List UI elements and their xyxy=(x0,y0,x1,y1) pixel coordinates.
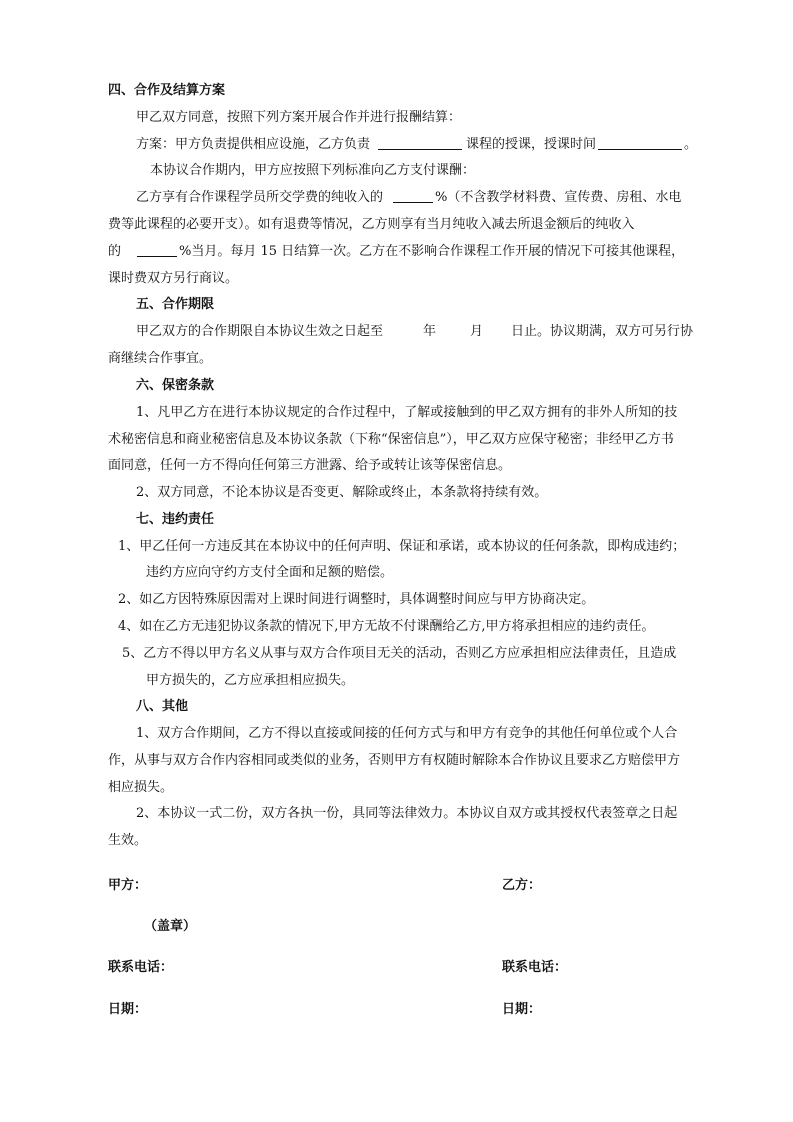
s6-para-2: 2、双方同意，不论本协议是否变更、解除或终止，本条款将持续有效。 xyxy=(136,485,548,500)
s4-para-1: 甲乙双方同意，按照下列方案开展合作并进行报酬结算： xyxy=(136,110,462,125)
party-a-phone-label: 联系电话： xyxy=(108,960,174,975)
s5-para-1-line-1 xyxy=(136,320,713,344)
section-7-title: 七、违约责任 xyxy=(136,512,215,527)
s5-month-label: 月 xyxy=(470,324,484,339)
s7-item-5-line-1: 5、乙方不得以甲方名义从事与双方合作项目无关的活动，否则乙方应承担相应法律责任，且造成 xyxy=(122,646,677,661)
s5-p1-text-a: 甲乙双方的合作期限自本协议生效之日起至 xyxy=(136,324,384,339)
s7-item-2: 2、如乙方因特殊原因需对上课时间进行调整时，具体调整时间应与甲方协商决定。 xyxy=(118,592,595,607)
s6-para-1-line-1: 1、凡甲乙方在进行本协议规定的合作过程中，了解或接触到的甲乙双方拥有的非外人所知的技 xyxy=(136,405,678,420)
s7-item-5-line-2: 甲方损失的，乙方应承担相应损失。 xyxy=(146,673,355,688)
s4-p4-text-e: %当月。每月 15 日结算一次。乙方在不影响合作课程工作开展的情况下可接其他课程， xyxy=(179,244,685,259)
course-name-blank[interactable] xyxy=(378,134,462,150)
s4-para-4-line-4: 课时费双方另行商议。 xyxy=(108,271,239,286)
s5-para-1-line-2: 商继续合作事宜。 xyxy=(108,351,213,366)
section-5-title: 五、合作期限 xyxy=(136,297,215,312)
party-a-date-label: 日期： xyxy=(108,1002,148,1017)
s7-item-1-line-2: 违约方应向守约方支付全面和足额的赔偿。 xyxy=(146,565,394,580)
s8-para-1-line-1: 1、双方合作期间，乙方不得以直接或间接的任何方式与和甲方有竞争的其他任何单位或个人合 xyxy=(136,726,678,741)
s4-para-4-line-3 xyxy=(108,240,713,264)
section-8-title: 八、其他 xyxy=(136,699,189,714)
s6-para-1-line-2: 术秘密信息和商业秘密信息及本协议条款（下称“保密信息”），甲乙双方应保守秘密；非经甲乙方书 xyxy=(108,432,674,447)
s4-p4-text-d: 的 xyxy=(108,244,122,259)
s7-item-4: 4、如在乙方无违犯协议条款的情况下,甲方无故不付课酬给乙方,甲方将承担相应的违约责任。 xyxy=(118,619,655,634)
section-6-title: 六、保密条款 xyxy=(136,378,215,393)
s7-item-1-line-1: 1、甲乙任何一方违反其在本协议中的任何声明、保证和承诺，或本协议的任何条款，即构成违约； xyxy=(118,539,686,554)
s6-para-1-line-3: 面同意，任何一方不得向任何第三方泄露、给予或转让该等保密信息。 xyxy=(108,458,512,473)
s4-p2-text-a: 方案：甲方负责提供相应设施，乙方负责 xyxy=(136,137,371,152)
party-b-phone-label: 联系电话： xyxy=(502,960,568,975)
refund-share-blank[interactable] xyxy=(137,241,177,257)
party-b-date-label: 日期： xyxy=(502,1002,542,1017)
s4-p2-text-c: 。 xyxy=(684,137,698,152)
revenue-share-blank[interactable] xyxy=(393,187,433,203)
s4-p4-text-a: 乙方享有合作课程学员所交学费的纯收入的 xyxy=(136,190,384,205)
seal-label: （盖章） xyxy=(144,919,197,934)
s8-para-2-line-1: 2、本协议一式二份，双方各执一份，具同等法律效力。本协议自双方或其授权代表签章之日起 xyxy=(136,806,678,821)
s8-para-1-line-3: 相应损失。 xyxy=(108,780,174,795)
s4-p4-text-b: %（不含教学材料费、宣传费、房租、水电 xyxy=(435,190,682,205)
class-time-blank[interactable] xyxy=(598,134,682,150)
s4-para-2 xyxy=(136,133,713,157)
s5-year-label: 年 xyxy=(423,324,437,339)
s8-para-2-line-2: 生效。 xyxy=(108,833,148,848)
s4-para-4-line-1 xyxy=(136,186,713,210)
s8-para-1-line-2: 作，从事与双方合作内容相同或类似的业务，否则甲方有权随时解除本合作协议且要求乙方赔偿甲方 xyxy=(108,753,681,768)
s5-p1-text-d: 日止。协议期满，双方可另行协 xyxy=(511,324,694,339)
s4-para-3: 本协议合作期内，甲方应按照下列标准向乙方支付课酬： xyxy=(150,163,476,178)
party-a-label: 甲方： xyxy=(108,878,148,893)
section-4-title: 四、合作及结算方案 xyxy=(108,83,226,98)
party-b-label: 乙方： xyxy=(502,878,542,893)
s4-para-4-line-2: 费等此课程的必要开支）。如有退费等情况，乙方则享有当月纯收入减去所退金额后的纯收入 xyxy=(108,217,635,232)
s4-p2-text-b: 课程的授课，授课时间 xyxy=(466,137,597,152)
